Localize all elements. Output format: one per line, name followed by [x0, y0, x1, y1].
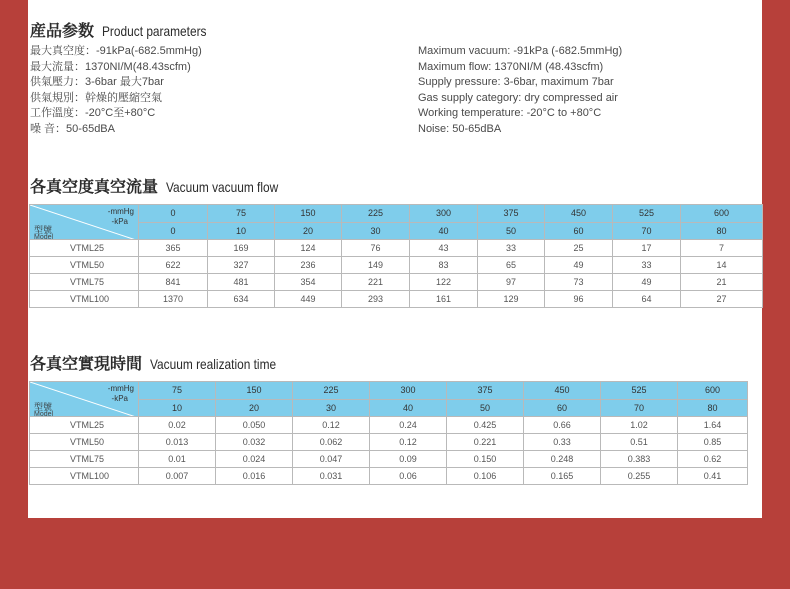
time-table — [29, 381, 748, 485]
kpa-header-cell: 50 — [447, 399, 524, 417]
value-cell: 33 — [478, 240, 545, 257]
kpa-header-cell: 80 — [681, 222, 763, 240]
table-row — [30, 240, 763, 257]
model-cell: VTML25 — [30, 240, 139, 257]
value-cell: 236 — [275, 257, 342, 274]
value-cell: 449 — [275, 291, 342, 308]
kpa-header-cell: 70 — [601, 399, 678, 417]
value-cell: 221 — [342, 274, 410, 291]
value-cell: 149 — [342, 257, 410, 274]
value-cell: 43 — [410, 240, 478, 257]
value-cell: 0.165 — [524, 468, 601, 485]
value-cell: 161 — [410, 291, 478, 308]
value-cell: 1370 — [139, 291, 208, 308]
mmhg-header-cell: 75 — [208, 205, 275, 223]
kpa-header-cell: 20 — [216, 399, 293, 417]
value-cell: 841 — [139, 274, 208, 291]
model-cell: VTML50 — [30, 434, 139, 451]
kpa-header-cell: 10 — [208, 222, 275, 240]
param-line: Working temperature: -20°C to +80°C — [418, 107, 602, 120]
corner-model-en-label: Model — [34, 411, 54, 417]
value-cell: 0.01 — [139, 451, 216, 468]
table-row — [30, 434, 748, 451]
value-cell: 33 — [613, 257, 681, 274]
param-line: Maximum flow: 1370NI/M (48.43scfm) — [418, 60, 604, 73]
param-line: 最大真空度：-91kPa(-682.5mmHg) — [30, 45, 202, 57]
value-cell: 83 — [410, 257, 478, 274]
kpa-header-cell: 30 — [293, 399, 370, 417]
param-line: Gas supply category: dry compressed air — [418, 91, 618, 104]
value-cell: 0.383 — [601, 451, 678, 468]
value-cell: 21 — [681, 274, 763, 291]
mmhg-header-cell: 300 — [410, 205, 478, 223]
time-title-zh: 各真空實現時間 — [30, 356, 143, 373]
value-cell: 0.050 — [216, 417, 293, 434]
mmhg-header-cell: 0 — [139, 205, 208, 223]
value-cell: 76 — [342, 240, 410, 257]
value-cell: 73 — [545, 274, 613, 291]
table-row — [30, 417, 748, 434]
value-cell: 0.047 — [293, 451, 370, 468]
params-title-zh: 産品参数 — [30, 23, 95, 40]
value-cell: 169 — [208, 240, 275, 257]
mmhg-header-cell: 525 — [613, 205, 681, 223]
kpa-header-cell: 70 — [613, 222, 681, 240]
params-list-zh — [30, 44, 202, 138]
value-cell: 122 — [410, 274, 478, 291]
header-row-kpa — [30, 222, 763, 240]
mmhg-header-cell: 450 — [524, 382, 601, 400]
value-cell: 97 — [478, 274, 545, 291]
value-cell: 634 — [208, 291, 275, 308]
value-cell: 7 — [681, 240, 763, 257]
value-cell: 0.255 — [601, 468, 678, 485]
corner-model-zh-label: 型號 — [34, 402, 53, 412]
product-sheet — [28, 0, 762, 518]
mmhg-header-cell: 375 — [478, 205, 545, 223]
value-cell: 0.062 — [293, 434, 370, 451]
mmhg-header-cell: 450 — [545, 205, 613, 223]
value-cell: 354 — [275, 274, 342, 291]
value-cell: 14 — [681, 257, 763, 274]
header-row-mmhg — [30, 382, 748, 400]
kpa-header-cell: 20 — [275, 222, 342, 240]
param-line: 供氣壓力：3-6bar 最大7bar — [30, 76, 164, 89]
value-cell: 64 — [613, 291, 681, 308]
params-list-en — [418, 44, 622, 138]
value-cell: 0.150 — [447, 451, 524, 468]
params-title — [30, 18, 225, 41]
value-cell: 0.032 — [216, 434, 293, 451]
value-cell: 293 — [342, 291, 410, 308]
value-cell: 0.12 — [370, 434, 447, 451]
kpa-header-cell: 40 — [410, 222, 478, 240]
param-line: 最大流量：1370NI/M(48.43scfm) — [30, 60, 191, 73]
value-cell: 124 — [275, 240, 342, 257]
time-title-en: Vacuum realization time — [150, 356, 277, 372]
header-corner — [30, 205, 139, 240]
table-row — [30, 274, 763, 291]
kpa-header-cell: 60 — [545, 222, 613, 240]
value-cell: 49 — [545, 257, 613, 274]
table-row — [30, 451, 748, 468]
flow-title-zh: 各真空度真空流量 — [30, 179, 159, 196]
kpa-header-cell: 40 — [370, 399, 447, 417]
kpa-header-cell: 10 — [139, 399, 216, 417]
kpa-header-cell: 60 — [524, 399, 601, 417]
value-cell: 0.106 — [447, 468, 524, 485]
mmhg-header-cell: 375 — [447, 382, 524, 400]
corner-kpa-label: -kPa — [111, 217, 128, 226]
corner-mmhg-label: -mmHg — [107, 384, 134, 393]
mmhg-header-cell: 150 — [216, 382, 293, 400]
corner-model-en-label: Model — [34, 234, 54, 240]
table-row — [30, 291, 763, 308]
param-line: 供氣規別：幹燥的壓縮空氣 — [30, 91, 162, 104]
mmhg-header-cell: 225 — [293, 382, 370, 400]
value-cell: 0.024 — [216, 451, 293, 468]
value-cell: 1.02 — [601, 417, 678, 434]
value-cell: 49 — [613, 274, 681, 291]
kpa-header-cell: 50 — [478, 222, 545, 240]
value-cell: 0.425 — [447, 417, 524, 434]
flow-table — [29, 204, 763, 308]
param-line: 噪 音：50-65dBA — [30, 122, 115, 135]
value-cell: 0.33 — [524, 434, 601, 451]
corner-kpa-label: -kPa — [111, 394, 128, 403]
value-cell: 96 — [545, 291, 613, 308]
value-cell: 0.013 — [139, 434, 216, 451]
corner-mmhg-label: -mmHg — [107, 207, 134, 216]
value-cell: 0.031 — [293, 468, 370, 485]
param-line: Noise: 50-65dBA — [418, 122, 502, 135]
flow-title-en: Vacuum vacuum flow — [166, 179, 279, 195]
corner-model-zh-label: 型號 — [34, 225, 53, 235]
time-title — [30, 351, 299, 374]
value-cell: 17 — [613, 240, 681, 257]
params-title-en: Product parameters — [102, 23, 207, 39]
param-line: Maximum vacuum: -91kPa (-682.5mmHg) — [418, 45, 623, 57]
header-corner — [30, 382, 139, 417]
value-cell: 327 — [208, 257, 275, 274]
param-line: Supply pressure: 3-6bar, maximum 7bar — [418, 76, 614, 89]
param-line: 工作溫度：-20°C至+80°C — [30, 107, 156, 120]
value-cell: 0.06 — [370, 468, 447, 485]
value-cell: 481 — [208, 274, 275, 291]
value-cell: 25 — [545, 240, 613, 257]
value-cell: 0.12 — [293, 417, 370, 434]
value-cell: 0.248 — [524, 451, 601, 468]
value-cell: 0.85 — [678, 434, 748, 451]
kpa-header-cell: 0 — [139, 222, 208, 240]
value-cell: 0.66 — [524, 417, 601, 434]
value-cell: 1.64 — [678, 417, 748, 434]
kpa-header-cell: 80 — [678, 399, 748, 417]
value-cell: 0.016 — [216, 468, 293, 485]
value-cell: 0.62 — [678, 451, 748, 468]
mmhg-header-cell: 75 — [139, 382, 216, 400]
mmhg-header-cell: 150 — [275, 205, 342, 223]
value-cell: 0.02 — [139, 417, 216, 434]
header-row-mmhg — [30, 205, 763, 223]
value-cell: 0.51 — [601, 434, 678, 451]
value-cell: 0.221 — [447, 434, 524, 451]
value-cell: 27 — [681, 291, 763, 308]
mmhg-header-cell: 300 — [370, 382, 447, 400]
value-cell: 129 — [478, 291, 545, 308]
mmhg-header-cell: 600 — [678, 382, 748, 400]
value-cell: 65 — [478, 257, 545, 274]
value-cell: 0.41 — [678, 468, 748, 485]
value-cell: 365 — [139, 240, 208, 257]
value-cell: 622 — [139, 257, 208, 274]
model-cell: VTML100 — [30, 291, 139, 308]
model-cell: VTML50 — [30, 257, 139, 274]
model-cell: VTML100 — [30, 468, 139, 485]
model-cell: VTML75 — [30, 451, 139, 468]
kpa-header-cell: 30 — [342, 222, 410, 240]
table-row — [30, 257, 763, 274]
value-cell: 0.09 — [370, 451, 447, 468]
value-cell: 0.007 — [139, 468, 216, 485]
mmhg-header-cell: 225 — [342, 205, 410, 223]
mmhg-header-cell: 600 — [681, 205, 763, 223]
flow-title — [30, 174, 298, 197]
mmhg-header-cell: 525 — [601, 382, 678, 400]
table-row — [30, 468, 748, 485]
model-cell: VTML75 — [30, 274, 139, 291]
model-cell: VTML25 — [30, 417, 139, 434]
value-cell: 0.24 — [370, 417, 447, 434]
